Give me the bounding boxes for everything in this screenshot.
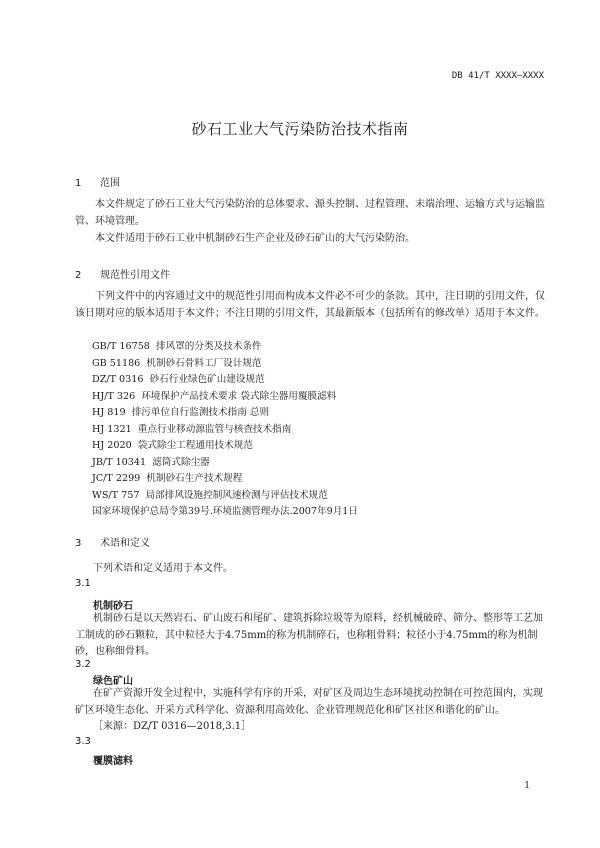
section-1-paragraph: 本文件规定了砂石工业大气污染防治的总体要求、源头控制、过程管理、末端治理、运输方式与运输监管、环境管理。 — [75, 199, 545, 227]
reference-item — [92, 471, 242, 488]
reference-code: HJ 2020 — [92, 440, 132, 451]
reference-title: 环境保护产品技术要求 袋式除尘器用覆膜滤料 — [141, 390, 337, 402]
section-3-heading — [75, 534, 150, 549]
reference-title: 排污单位自行监测技术指南 总则 — [131, 407, 270, 418]
reference-code: GB 51186 — [92, 357, 141, 369]
reference-code: HJ 1321 — [92, 423, 132, 435]
reference-item — [92, 405, 269, 422]
reference-title: 局部排风设施控制风速检测与评估技术规范 — [145, 489, 328, 501]
section-number: 3 — [75, 538, 82, 549]
section-2-intro: 下列文件中的内容通过文中的规范性引用而构成本文件必不可少的条款。其中，注日期的引用文件，仅该日期对应的版本适用于本文件；不注日期的引用文件，其最新版本（包括所有的修改单）适用于本文件。 — [75, 291, 545, 319]
term-number: 3.2 — [75, 659, 91, 670]
section-3-intro: 下列术语和定义适用于本文件。 — [93, 563, 233, 574]
section-number: 1 — [75, 178, 82, 189]
reference-item — [92, 356, 262, 373]
reference-item — [92, 339, 262, 356]
reference-code: HJ 819 — [92, 407, 126, 418]
reference-item — [92, 455, 210, 472]
reference-item — [92, 422, 291, 439]
reference-title: 袋式除尘工程通用技术规范 — [137, 440, 253, 451]
reference-code: WS/T 757 — [92, 489, 140, 501]
reference-code: GB/T 16758 — [92, 341, 150, 352]
reference-code: HJ/T 326 — [92, 390, 136, 402]
reference-title: 排风罩的分类及技术条件 — [156, 341, 262, 352]
term-definition: 在矿产资源开发全过程中，实施科学有序的开采，对矿区及周边生态环境扰动控制在可控范围内，实现矿区环境生态化、开采方式科学化、资源利用高效化、企业管理规范化和矿区社区和谐化的矿山。 — [75, 688, 543, 716]
section-number: 2 — [75, 270, 82, 281]
reference-title: 机制砂石骨料工厂设计规范 — [146, 357, 262, 369]
page-title: 砂石工业大气污染防治技术指南 — [191, 120, 409, 138]
section-title: 范围 — [100, 178, 120, 189]
term-number: 3.1 — [75, 578, 91, 589]
term-definition: 机制砂石是以天然岩石、矿山废石和尾矿、建筑拆除垃圾等为原料，经机械破碎、筛分、整形等工艺加工制成的砂石颗粒，其中粒径大于4.75mm的称为机制碎石，也称粗骨料；粒径小于4.75mm的称为机制砂，也称细骨料。 — [75, 613, 543, 657]
reference-code: JB/T 10341 — [92, 456, 147, 468]
document-code: DB 41/T XXXX—XXXX — [451, 71, 544, 81]
reference-code: DZ/T 0316 — [92, 374, 144, 385]
term-number: 3.3 — [75, 736, 91, 747]
reference-item — [92, 488, 328, 505]
term-name: 覆膜滤料 — [93, 756, 133, 767]
section-1-heading — [75, 174, 120, 189]
reference-title: 机制砂石生产技术规程 — [146, 473, 243, 484]
section-title: 规范性引用文件 — [100, 270, 170, 281]
page-number: 1 — [524, 781, 530, 791]
reference-item — [92, 372, 265, 389]
reference-title: 重点行业移动源监管与核查技术指南 — [137, 423, 292, 435]
term-name: 绿色矿山 — [93, 676, 133, 687]
reference-title: 砂石行业绿色矿山建设规范 — [149, 374, 265, 385]
section-title: 术语和定义 — [100, 538, 150, 549]
reference-item — [92, 389, 336, 406]
section-2-heading — [75, 266, 170, 281]
reference-title: 滤筒式除尘器 — [152, 456, 210, 468]
reference-extra: 国家环境保护总局令第39号.环境监测管理办法.2007年9月1日 — [92, 506, 358, 517]
section-1-paragraph: 本文件适用于砂石工业中机制砂石生产企业及砂石矿山的大气污染防治。 — [95, 233, 415, 244]
reference-code: JC/T 2299 — [92, 473, 141, 484]
term-name: 机制砂石 — [93, 601, 133, 612]
term-source: ［来源：DZ/T 0316—2018,3.1］ — [93, 721, 252, 732]
reference-item — [92, 438, 253, 455]
